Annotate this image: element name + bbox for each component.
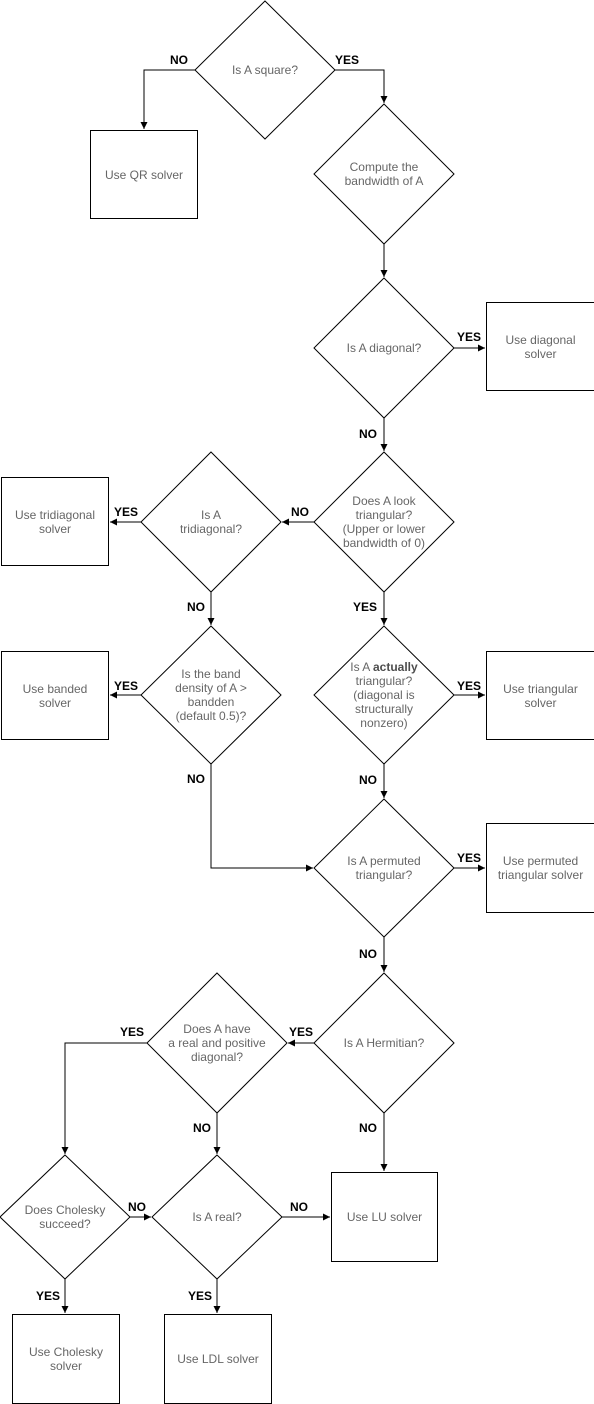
label-real-pos-yes: YES xyxy=(120,1025,145,1039)
actually-triangular-decision xyxy=(314,626,454,764)
label-band-yes: YES xyxy=(114,679,139,693)
qr-solver-text: Use QR solver xyxy=(104,167,184,182)
actually-triangular-text xyxy=(350,660,417,730)
edge-real-pos-yes xyxy=(65,1043,147,1154)
triangular-solver-box xyxy=(486,651,594,740)
is-tridiagonal-text: Is A tridiagonal? xyxy=(179,508,243,536)
compute-bandwidth-text: Compute the bandwidth of A xyxy=(344,160,424,188)
is-real-text: Is A real? xyxy=(192,1210,242,1224)
label-real-pos-no: NO xyxy=(193,1121,211,1135)
edge-square-no xyxy=(144,70,195,129)
label-look-tri-yes: YES xyxy=(353,600,378,614)
label-square-yes: YES xyxy=(335,53,360,67)
is-hermitian-decision xyxy=(314,973,454,1113)
permuted-triangular-decision xyxy=(314,799,454,937)
permuted-triangular-solver-box xyxy=(486,823,594,913)
label-permuted-yes: YES xyxy=(457,851,482,865)
actually-triangular-emphasis: actually xyxy=(372,660,418,674)
edge-band-no xyxy=(211,764,313,868)
look-triangular-decision xyxy=(314,452,454,592)
banded-solver-box xyxy=(1,651,109,740)
is-tridiagonal-decision xyxy=(141,452,281,592)
label-permuted-no: NO xyxy=(359,947,377,961)
lu-solver-box xyxy=(331,1172,438,1262)
is-square-text: Is A square? xyxy=(231,63,299,77)
label-tridiagonal-yes: YES xyxy=(114,505,139,519)
label-cholesky-no: NO xyxy=(128,1200,146,1214)
cholesky-solver-box xyxy=(12,1314,120,1404)
label-hermitian-yes: YES xyxy=(289,1025,314,1039)
compute-bandwidth-step xyxy=(314,104,454,244)
actually-triangular-pre: Is A xyxy=(350,660,373,674)
label-hermitian-no: NO xyxy=(359,1121,377,1135)
cholesky-solver-text: Use Cholesky solver xyxy=(28,1345,104,1373)
edge-square-yes xyxy=(335,70,384,103)
real-positive-diagonal-text: Does A have a real and positive diagonal? xyxy=(168,1022,266,1064)
label-square-no: NO xyxy=(170,53,188,67)
cholesky-succeed-text: Does Cholesky succeed? xyxy=(24,1203,106,1231)
label-real-no: NO xyxy=(290,1200,308,1214)
label-diagonal-yes: YES xyxy=(457,330,482,344)
ldl-solver-box xyxy=(164,1314,272,1404)
label-band-no: NO xyxy=(187,772,205,786)
cholesky-succeed-decision xyxy=(0,1155,130,1279)
label-real-yes: YES xyxy=(188,1289,213,1303)
ldl-solver-text: Use LDL solver xyxy=(177,1352,259,1366)
triangular-solver-text: Use triangular solver xyxy=(503,681,578,710)
banded-solver-text: Use banded solver xyxy=(22,681,88,710)
band-density-decision xyxy=(141,626,281,764)
permuted-triangular-solver-text: Use permuted triangular solver xyxy=(497,854,584,882)
diagonal-solver-box xyxy=(486,302,594,391)
label-tridiagonal-no: NO xyxy=(187,600,205,614)
label-diagonal-no: NO xyxy=(359,427,377,441)
is-real-decision xyxy=(152,1155,282,1279)
label-look-tri-no: NO xyxy=(291,505,309,519)
is-diagonal-text: Is A diagonal? xyxy=(346,341,422,355)
actually-triangular-post: triangular? (diagonal is structurally nonzero) xyxy=(353,674,415,730)
diagonal-solver-text: Use diagonal solver xyxy=(505,332,576,361)
band-density-text: Is the band density of A > bandden (default 0.5)? xyxy=(175,667,247,723)
is-hermitian-text: Is A Hermitian? xyxy=(343,1036,425,1050)
real-positive-diagonal-decision xyxy=(147,973,287,1113)
permuted-triangular-text: Is A permuted triangular? xyxy=(347,854,421,882)
tridiagonal-solver-text: Use tridiagonal solver xyxy=(14,507,96,536)
label-cholesky-yes: YES xyxy=(36,1289,61,1303)
qr-solver-box xyxy=(90,130,198,219)
tridiagonal-solver-box xyxy=(1,477,109,566)
label-actual-tri-no: NO xyxy=(359,773,377,787)
is-diagonal-decision xyxy=(314,278,454,418)
label-actual-tri-yes: YES xyxy=(457,679,482,693)
look-triangular-text: Does A look triangular? (Upper or lower bandwidth of 0) xyxy=(342,494,426,550)
lu-solver-text: Use LU solver xyxy=(346,1210,423,1224)
